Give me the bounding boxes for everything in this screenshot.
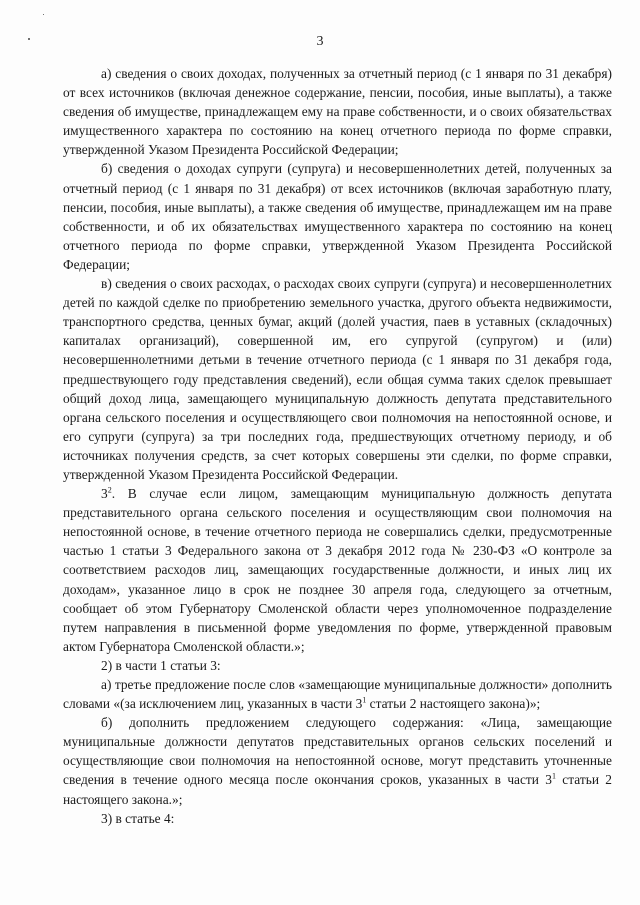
paragraph-item-2b: [63, 713, 612, 808]
paragraph-part-3-2: [63, 484, 612, 656]
paragraph-item-2-text: 2) в части 1 статьи 3:: [101, 657, 221, 673]
paragraph-item-2a-text: а) третье предложение после слов «замещающие муниципальные должности» дополнить словами «(за исключением лиц, указанных в части 3: [63, 677, 612, 712]
paragraph-part-3-2-text: . В случае если лицом, замещающим муниципальную должность депутата представительного органа сельского поселения и осуществляющим свои полномочия на непостоянной основе, в течение отчетного периода не совершались сделки, предусмотренные частью 1 статьи 3 Федерального закона от 3 декабря 2012 года № 230-ФЗ «О контроле за соответствием расходов лиц, замещающих государственные должности, и иных лиц их доходам», указанное лицо в срок не позднее 30 апреля года, следующего за отчетным, сообщает об этом Губернатору Смоленской области через уполномоченное подразделение путем направления в письменной форме уведомления по форме, утвержденной правовым актом Губернатора Смоленской области.»;: [63, 486, 612, 654]
part-superscript: 1: [362, 695, 367, 705]
paragraph-item-2a: [63, 675, 612, 713]
paragraph-a-text: а) сведения о своих доходах, полученных за отчетный период (с 1 января по 31 декабря) от всех источников (включая денежное содержание, пенсии, пособия, иные выплаты), а также сведения об имуществе, принадлежащем ему на праве собственности, и о своих обязательствах имущественного характера по состоянию на конец отчетного периода по форме справки, утвержденной Указом Президента Российской Федерации;: [63, 66, 612, 158]
paragraph-item-2b-tail: статьи 2 настоящего закона.»;: [63, 772, 613, 807]
document-body: [63, 64, 612, 828]
paragraph-item-2a-tail: статьи 2 настоящего закона)»;: [366, 696, 541, 712]
paragraph-item-2: [63, 656, 612, 675]
page-number: 3: [316, 34, 324, 49]
paragraph-item-3-text: 3) в статье 4:: [101, 810, 175, 826]
paragraph-b-text: б) сведения о доходах супруги (супруга) и несовершеннолетних детей, полученных за отчетный период (с 1 января по 31 декабря) от всех источников (включая заработную плату, пенсии, пособия, иные выплаты), а также сведения об имуществе, принадлежащем им на праве собственности, и об их обязательствах имущественного характера по состоянию на конец отчетного периода по форме справки, утвержденной Указом Президента Российской Федерации;: [63, 161, 612, 272]
paragraph-v-text: в) сведения о своих расходах, о расходах своих супруги (супруга) и несовершеннолетних детей по каждой сделке по приобретению земельного участка, другого объекта недвижимости, транспортного средства, ценных бумаг, акций (долей участия, паев в уставных (складочных) капиталах организаций), совершенной им, его супругой (супругом) и (или) несовершеннолетними детьми в течение отчетного периода (с 1 января по 31 декабря года, предшествующего году представления сведений), если общая сумма таких сделок превышает общий доход лица, замещающего муниципальную должность депутата представительного органа сельского поселения и осуществляющего свои полномочия на непостоянной основе, и его супруги (супруга) за три последних года, предшествующих отчетному периоду, и об источниках получения средств, за счет которых совершены эти сделки, по форме справки, утвержденной Указом Президента Российской Федерации.: [63, 276, 612, 482]
paragraph-item-3: [63, 809, 612, 828]
scan-speck: [43, 14, 44, 15]
paragraph-item-2b-text: б) дополнить предложением следующего содержания: «Лица, замещающие муниципальные должности депутатов представительных органов сельских поселений и осуществляющие свои полномочия на непостоянной основе, могут представить уточненные сведения в течение одного месяца после окончания сроков, указанных в части 3: [63, 715, 612, 788]
part-superscript: 2: [107, 485, 112, 495]
part-number: 3: [101, 486, 108, 502]
paragraph-v: [63, 274, 612, 484]
part-superscript: 1: [551, 772, 556, 781]
paragraph-a: [63, 64, 612, 159]
paragraph-b: [63, 159, 612, 274]
